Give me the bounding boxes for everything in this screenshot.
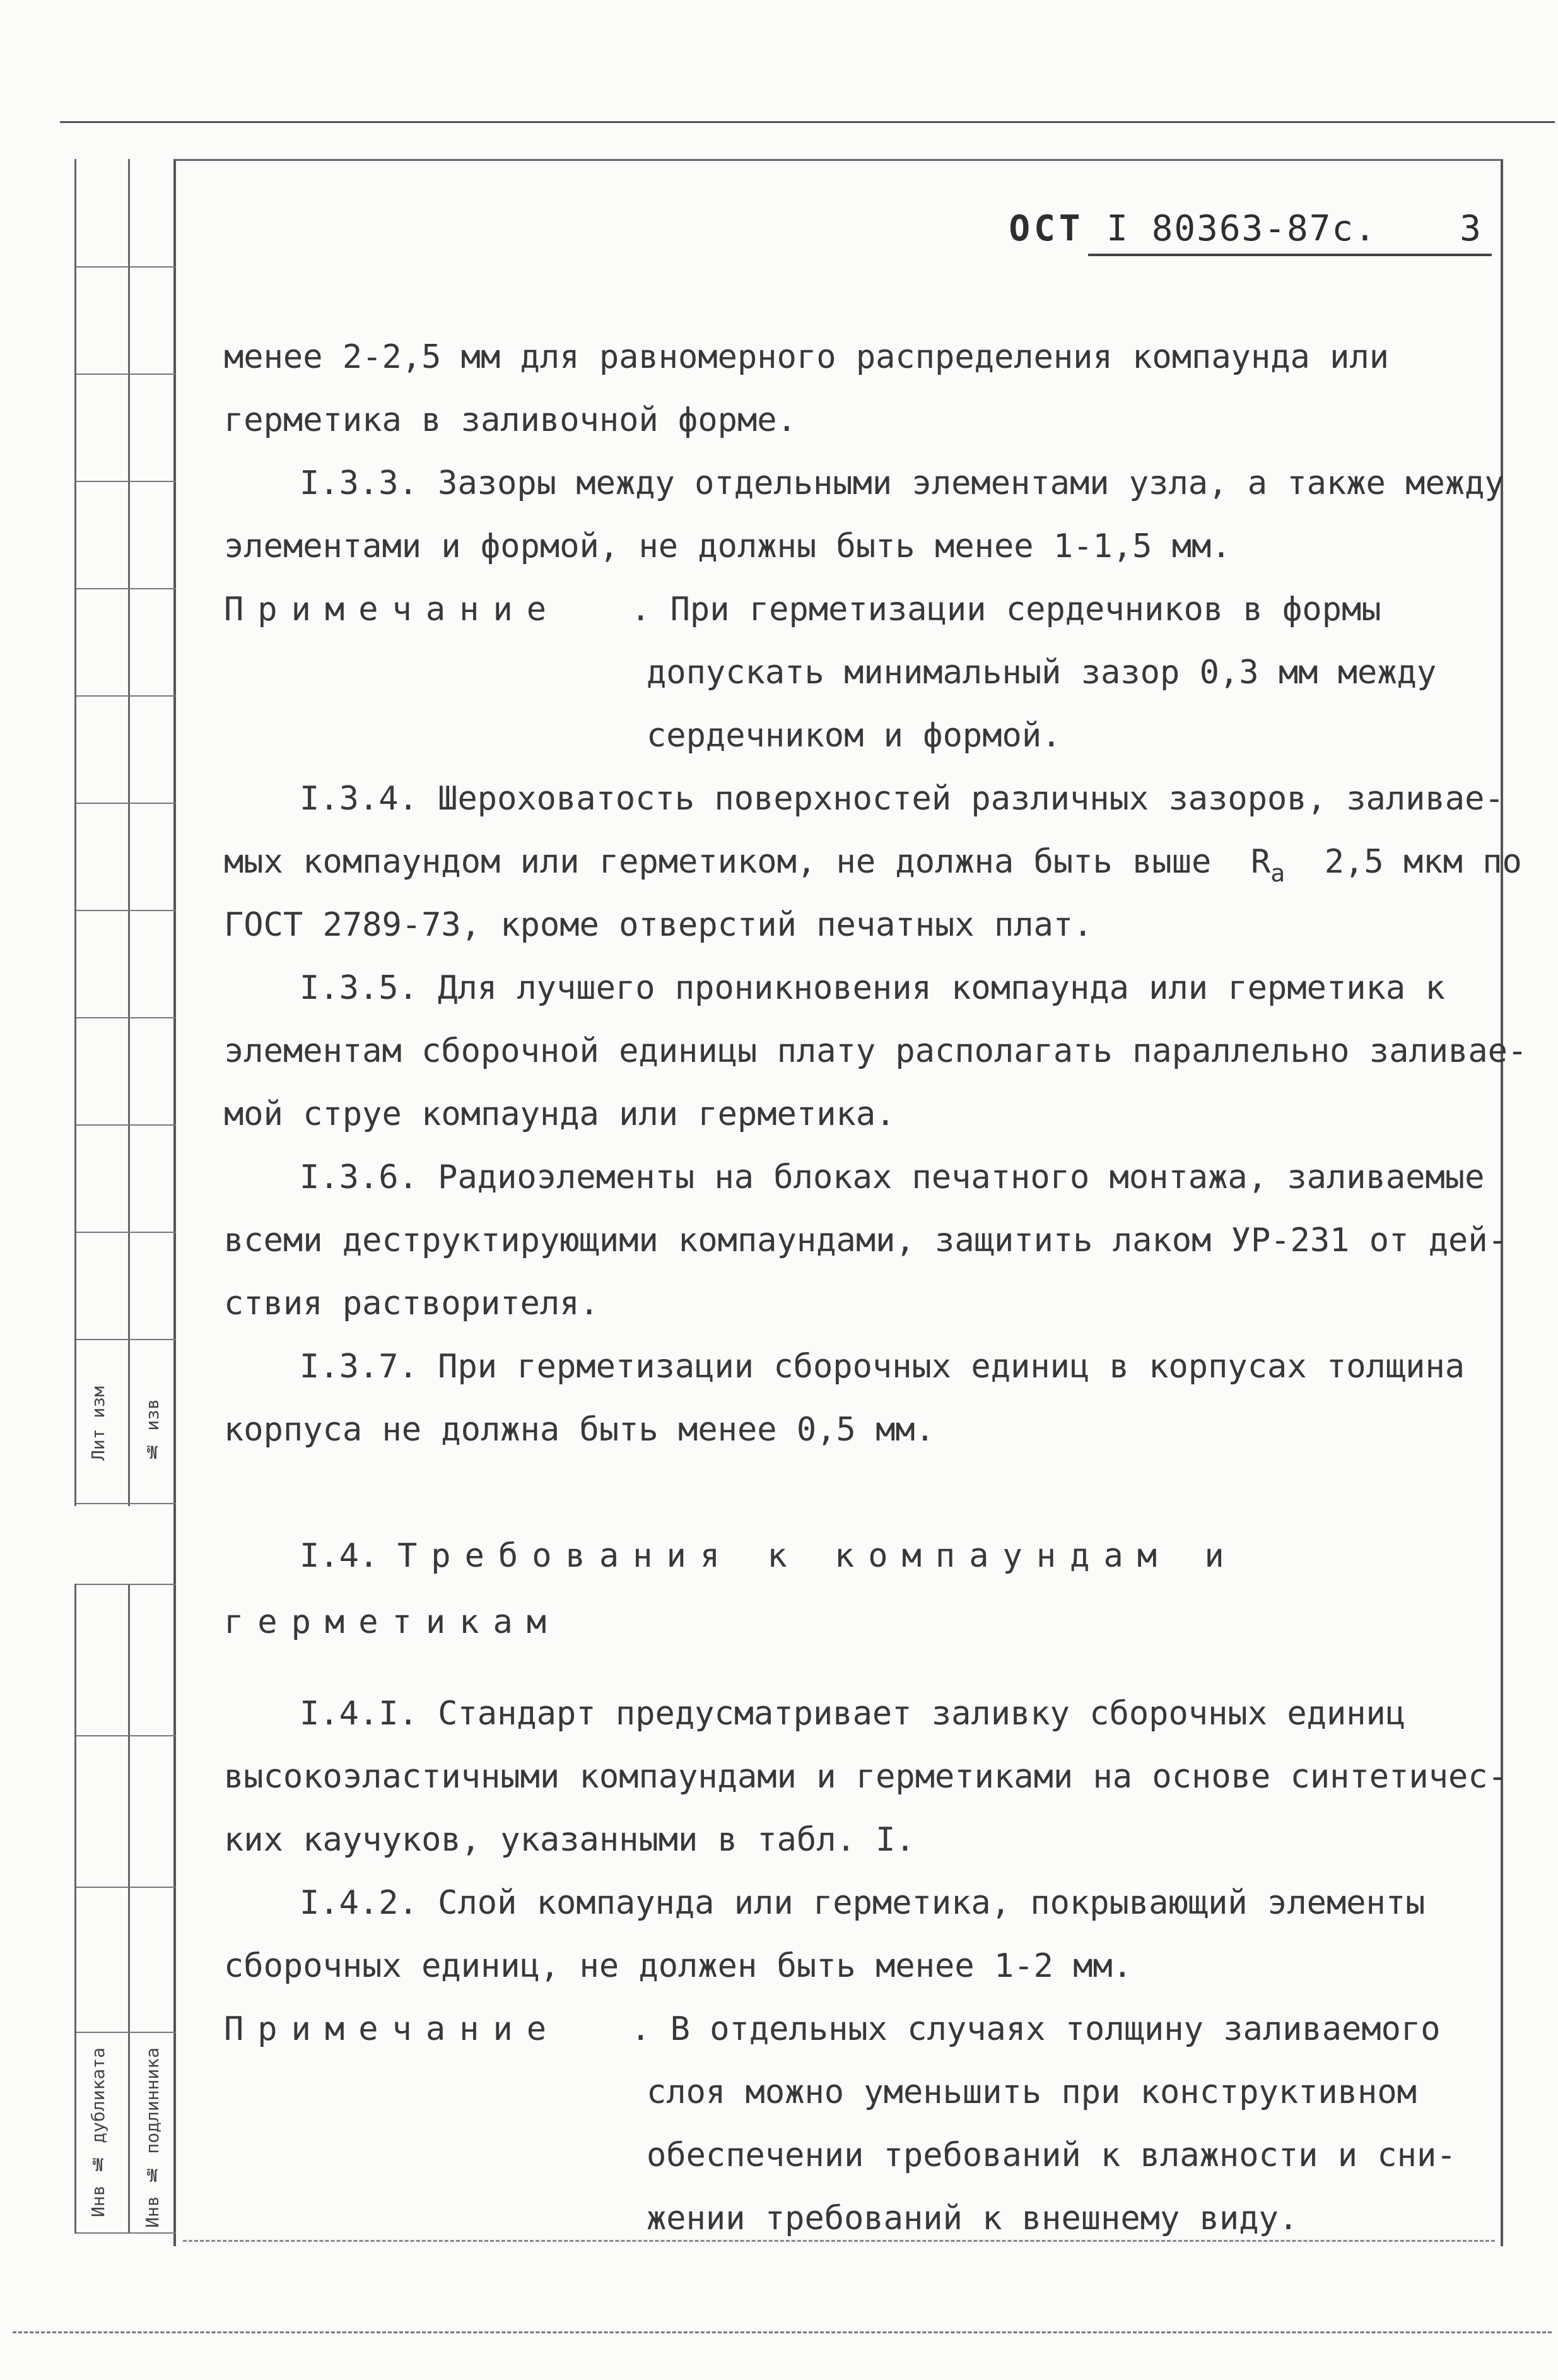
stub-row-divider [76,1503,176,1504]
clause-1-4-2: I.4.2. Слой компаунда или герметика, покрывающий элементы [300,1884,1426,1922]
text-line: ствия растворителя. [224,1285,599,1323]
text-line: высокоэластичными компаундами и герметиками на основе синтетичес- [224,1758,1508,1796]
note-text: допускать минимальный зазор 0,3 мм между [647,654,1437,692]
stub-row-divider [76,2032,176,2033]
clause-1-3-5: I.3.5. Для лучшего проникновения компаунда или герметика к [300,969,1445,1007]
stub-row-divider [76,1232,176,1233]
page-bottom-rule [13,2331,1552,2333]
standard-code-number: I 80363-87с. [1106,208,1377,249]
text-line: элементам сборочной единицы плату располагать параллельно заливае- [224,1032,1528,1070]
standard-code-label: ОСТ [1009,208,1084,249]
stub-label-duplicate: Инв № дубликата [88,2047,108,2218]
stub-row-divider [76,2232,176,2234]
subscript-a: a [1270,859,1286,887]
note-label: Примечание [224,591,561,628]
document-header [1009,208,1482,249]
stub-label-original: Инв № подлинника [142,2047,163,2228]
stub-row-divider [76,1887,176,1888]
clause-1-3-3: I.3.3. Зазоры между отдельными элементами узла, а также между [300,464,1504,502]
note-text: . В отдельных случаях толщину заливаемого [631,2010,1441,2048]
text-line: герметика в заливочной форме. [224,401,797,439]
text-line: ГОСТ 2789-73, кроме отверстий печатных плат. [224,906,1093,944]
stamp-stub-lower [74,1584,176,2234]
header-underline [1088,254,1492,256]
top-rule [60,121,1555,123]
clause-1-3-4: I.3.4. Шероховатость поверхностей различных зазоров, заливае- [300,780,1504,818]
text-line: корпуса не должна быть менее 0,5 мм. [224,1411,935,1449]
stub-column-divider [128,1584,130,2234]
stub-row-divider [76,1584,176,1585]
stub-column-divider [128,159,130,1506]
text-line: всеми деструктирующими компаундами, защитить лаком УР-231 от дей- [224,1222,1508,1259]
note-label: Примечание [224,2010,561,2048]
text-line-roughness [224,845,1522,885]
text-line: сборочных единиц, не должен быть менее 1-2 мм. [224,1947,1133,1985]
note-text: обеспечении требований к влажности и сни- [647,2136,1456,2174]
clause-1-3-7: I.3.7. При герметизации сборочных единиц в корпусах толщина [300,1348,1465,1386]
stub-label-sign: Лит изм [88,1386,108,1461]
stub-row-divider [76,1017,176,1018]
text-line: ких каучуков, указанными в табл. I. [224,1821,915,1859]
text-fragment: 2,5 мкм по [1285,843,1522,881]
clause-1-3-6: I.3.6. Радиоэлементы на блоках печатного монтажа, заливаемые [300,1158,1485,1196]
note-text: сердечником и формой. [647,717,1062,755]
stub-row-divider [76,695,176,697]
stub-row-divider [76,1339,176,1340]
text-fragment: мых компаундом или герметиком, не должна быть выше R [224,843,1271,881]
section-title-cont: герметикам [224,1603,561,1641]
stub-row-divider [76,588,176,589]
text-line: менее 2-2,5 мм для равномерного распределения компаунда или [224,338,1390,376]
section-title: Требования к компаундам и [397,1537,1238,1575]
note-text: слоя можно уменьшить при конструктивном [647,2073,1417,2111]
stub-row-divider [76,1124,176,1126]
stub-row-divider [76,803,176,804]
text-line: элементами и формой, не должны быть менее 1-1,5 мм. [224,527,1231,565]
stub-row-divider [76,374,176,375]
stamp-stub-upper [74,159,176,1506]
page-number: 3 [1460,208,1482,249]
text-line: мой струе компаунда или герметика. [224,1095,896,1133]
note-text: жении требований к внешнему виду. [647,2200,1299,2237]
clause-1-4-1: I.4.I. Стандарт предусматривает заливку сборочных единиц [300,1695,1406,1733]
stub-label-doc: № изв [142,1399,163,1463]
note-text: . При герметизации сердечников в формы [631,591,1381,628]
section-number: I.4. [300,1537,379,1575]
stub-row-divider [76,266,176,268]
stub-row-divider [76,1735,176,1736]
stub-row-divider [76,481,176,482]
stub-row-divider [76,910,176,911]
